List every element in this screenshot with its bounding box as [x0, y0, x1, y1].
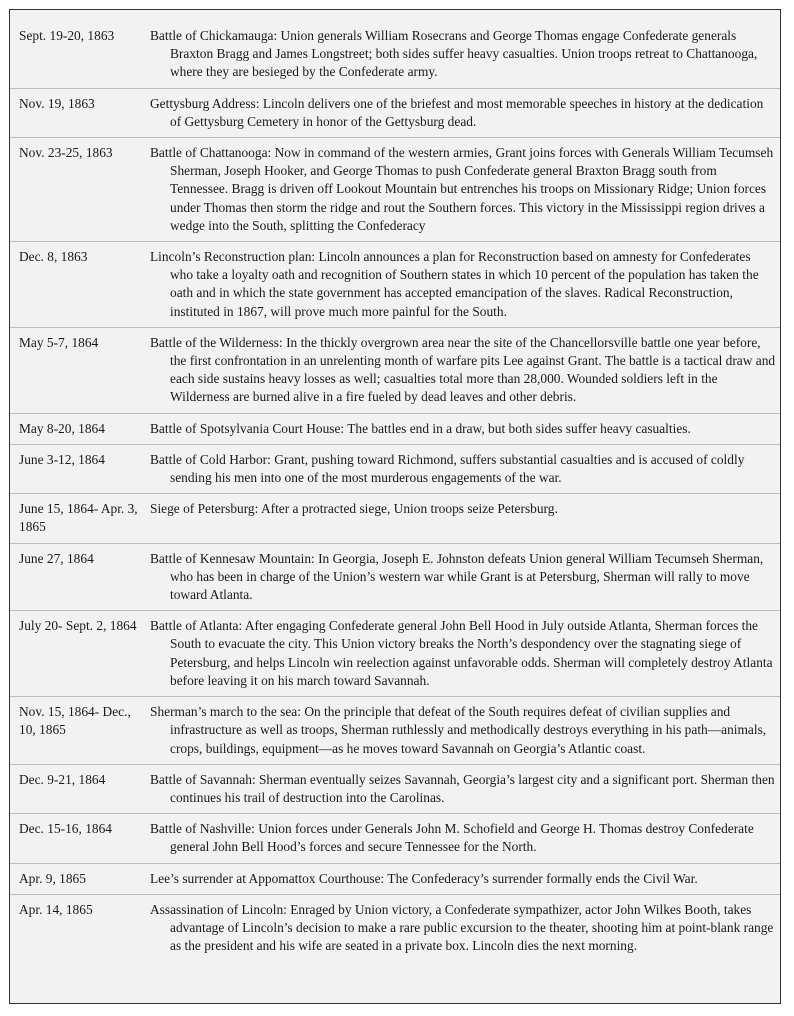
event-date: Dec. 15-16, 1864	[19, 821, 112, 837]
row-divider	[10, 327, 780, 328]
timeline-row	[10, 334, 780, 407]
event-date: Nov. 23-25, 1863	[19, 145, 113, 161]
event-description: Gettysburg Address: Lincoln delivers one of the briefest and most memorable speeches in history at the dedication of Gettysburg Cemetery in honor of the Gettysburg dead.	[150, 95, 764, 129]
timeline-row	[10, 248, 780, 321]
timeline-row	[10, 771, 780, 807]
timeline-row	[10, 27, 780, 82]
event-description: Battle of Savannah: Sherman eventually seizes Savannah, Georgia’s largest city and a significant port. Sherman then continues his trail of destruction into the Carolinas.	[150, 771, 775, 805]
timeline-row	[10, 820, 780, 856]
timeline-row	[10, 870, 780, 888]
timeline-row	[10, 451, 780, 487]
event-description: Assassination of Lincoln: Enraged by Union victory, a Confederate sympathizer, actor John Wilkes Booth, takes advantage of Lincoln’s decision to make a rare public excursion to the theater, shooting him at point-blank range as the president and his wife are seated in a private box. Lincoln dies the next morning.	[150, 901, 774, 954]
event-date: July 20- Sept. 2, 1864	[19, 618, 137, 634]
timeline-row	[10, 550, 780, 605]
event-date: May 8-20, 1864	[19, 420, 105, 436]
row-divider	[10, 241, 780, 242]
event-date: Nov. 19, 1863	[19, 95, 95, 111]
event-description: Battle of Kennesaw Mountain: In Georgia, Joseph E. Johnston defeats Union general William Tecumseh Sherman, who has been in charge of the Union’s western war while Grant is at Petersburg, Sherman will rally to move toward Atlanta.	[150, 550, 764, 603]
event-description: Battle of Chickamauga: Union generals William Rosecrans and George Thomas engage Confederate generals Braxton Bragg and James Longstreet; both sides suffer heavy casualties. Union troops retreat to Chattanooga, where they are besieged by the Confederate army.	[150, 28, 758, 80]
timeline-row	[10, 901, 780, 956]
timeline-row	[10, 617, 780, 690]
event-description: Battle of Nashville: Union forces under Generals John M. Schofield and George H. Thomas destroy Confederate general John Bell Hood’s forces and secure Tennessee for the North.	[150, 821, 754, 855]
row-divider	[10, 813, 780, 814]
event-date: Dec. 9-21, 1864	[19, 771, 106, 787]
event-date: June 3-12, 1864	[19, 451, 105, 467]
timeline-row	[10, 500, 780, 536]
event-date: June 27, 1864	[19, 550, 94, 566]
row-divider	[10, 137, 780, 138]
row-divider	[10, 894, 780, 895]
row-divider	[10, 543, 780, 544]
row-divider	[10, 696, 780, 697]
row-divider	[10, 444, 780, 445]
row-divider	[10, 764, 780, 765]
timeline-rows	[10, 27, 780, 955]
event-date: Apr. 9, 1865	[19, 870, 86, 886]
row-divider	[10, 863, 780, 864]
row-divider	[10, 610, 780, 611]
timeline-table	[9, 9, 781, 1004]
timeline-row	[10, 703, 780, 758]
timeline-row	[10, 95, 780, 131]
event-description: Lee’s surrender at Appomattox Courthouse: The Confederacy’s surrender formally ends the Civil War.	[150, 870, 698, 886]
event-date: Apr. 14, 1865	[19, 901, 93, 917]
event-description: Sherman’s march to the sea: On the principle that defeat of the South requires defeat of civilian supplies and infrastructure as well as troops, Sherman ruthlessly and methodically destroys everything in his path—animals, crops, buildings, equipment—as he moves toward Savannah on Georgia’s Atlantic coast.	[150, 704, 767, 756]
row-divider	[10, 413, 780, 414]
event-date: Nov. 15, 1864- Dec., 10, 1865	[19, 704, 131, 738]
event-description: Siege of Petersburg: After a protracted siege, Union troops seize Petersburg.	[150, 501, 558, 517]
event-description: Battle of Spotsylvania Court House: The battles end in a draw, but both sides suffer heavy casualties.	[150, 420, 691, 436]
event-date: Dec. 8, 1863	[19, 249, 88, 265]
row-divider	[10, 88, 780, 89]
row-divider	[10, 493, 780, 494]
event-date: May 5-7, 1864	[19, 334, 99, 350]
event-date: June 15, 1864- Apr. 3, 1865	[19, 501, 138, 535]
timeline-row	[10, 420, 780, 438]
event-description: Battle of Atlanta: After engaging Confederate general John Bell Hood in July outside Atlanta, Sherman forces the South to evacuate the city. This Union victory breaks the North’s despondency over the stagnating siege of Petersburg, and helps Lincoln win reelection against unfavorable odds. Sherman will completely destroy Atlanta before leaving it on his march toward Savannah.	[150, 618, 773, 688]
event-date: Sept. 19-20, 1863	[19, 28, 115, 43]
event-description: Lincoln’s Reconstruction plan: Lincoln announces a plan for Reconstruction based on amnesty for Confederates who take a loyalty oath and recognition of Southern states in which 10 percent of the population has taken the oath and in which the state government has accepted emancipation of the slaves. Radical Reconstruction, instituted in 1867, will prove much more painful for the South.	[150, 249, 759, 319]
event-description: Battle of Chattanooga: Now in command of the western armies, Grant joins forces with Generals William Tecumseh Sherman, Joseph Hooker, and George Thomas to push Confederate general Braxton Bragg south from Tennessee. Bragg is driven off Lookout Mountain but entrenches his troops on Missionary Ridge; Union forces under Thomas then storm the ridge and rout the Southern forces. This victory in the Mississippi region drives a wedge into the South, splitting the Confederacy	[150, 145, 774, 233]
event-description: Battle of the Wilderness: In the thickly overgrown area near the site of the Chancellorsville battle one year before, the first confrontation in an unrelenting month of warfare pits Lee against Grant. The battle is a tactical draw and each side sustains heavy losses as well; casualties total more than 28,000. Wounded soldiers left in the Wilderness are burned alive in a fire fueled by dead leaves and other debris.	[150, 334, 776, 405]
timeline-row	[10, 144, 780, 235]
event-description: Battle of Cold Harbor: Grant, pushing toward Richmond, suffers substantial casualties and is accused of coldly sending his men into one of the most murderous engagements of the war.	[150, 451, 745, 486]
